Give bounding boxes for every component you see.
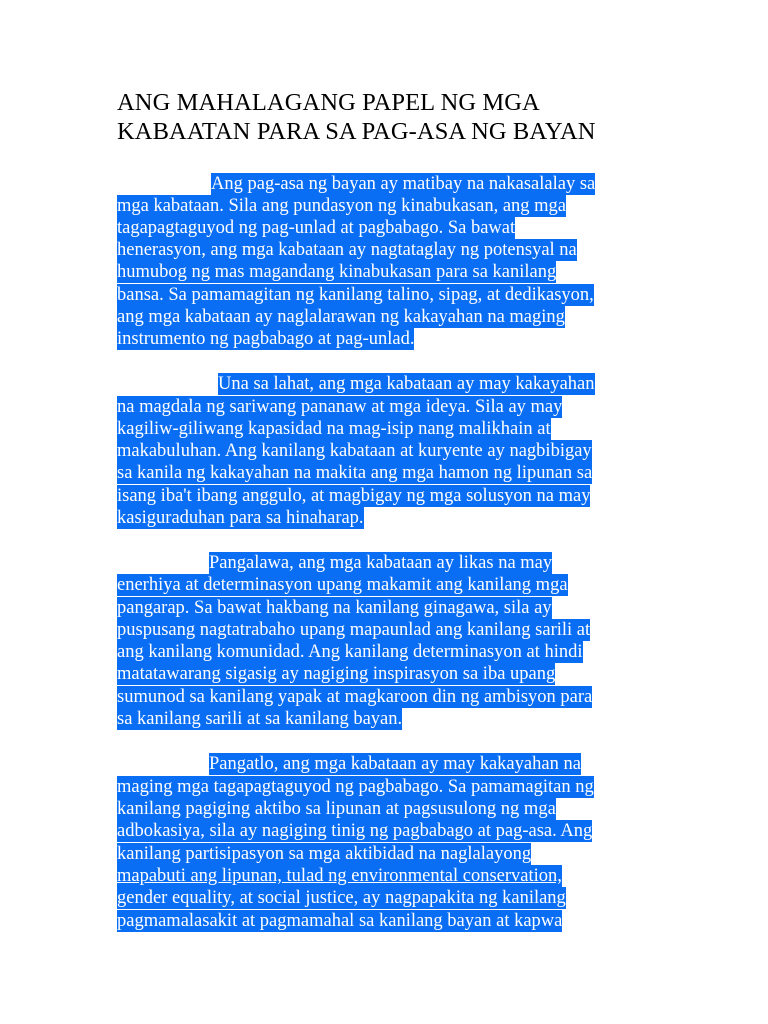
selected-text: kanilang pagiging aktibo sa lipunan at pagsusulong ng mga bbox=[117, 799, 556, 819]
selected-text: gender equality, at social justice, ay nagpapakita ng kanilang bbox=[117, 888, 566, 908]
text-line[interactable] bbox=[218, 373, 595, 395]
selected-text: pangarap. Sa bawat hakbang na kanilang ginagawa, sila ay bbox=[117, 598, 552, 618]
text-line[interactable] bbox=[117, 820, 592, 842]
selected-text: Ang pag-asa ng bayan ay matibay na nakasalalay sa bbox=[211, 174, 596, 194]
selected-text: adbokasiya, sila ay nagiging tinig ng pagbabago at pag-asa. Ang bbox=[117, 821, 593, 841]
text-line[interactable] bbox=[117, 462, 592, 484]
text-line[interactable] bbox=[117, 641, 583, 663]
selected-text: kasiguraduhan para sa hinaharap. bbox=[117, 508, 364, 528]
text-line[interactable] bbox=[209, 552, 552, 574]
text-line[interactable] bbox=[117, 910, 562, 932]
text-line[interactable] bbox=[117, 708, 402, 730]
selected-text: sa kanilang sarili at sa kanilang bayan. bbox=[117, 709, 403, 729]
selected-text: mapabuti ang lipunan, tulad ng environmental conservation, bbox=[117, 866, 562, 886]
selected-text: na magdala ng sariwang pananaw at mga ideya. Sila ay may bbox=[117, 397, 563, 417]
text-line[interactable] bbox=[117, 843, 531, 865]
selected-text: tagapagtaguyod ng pag-unlad at pagbabago. Sa bawat bbox=[117, 218, 516, 238]
text-line[interactable] bbox=[117, 798, 556, 820]
text-line[interactable] bbox=[117, 776, 594, 798]
selected-text: henerasyon, ang mga kabataan ay nagtataglay ng potensyal na bbox=[117, 240, 577, 260]
text-line[interactable] bbox=[117, 328, 414, 350]
selected-text: sumunod sa kanilang yapak at magkaroon din ng ambisyon para bbox=[117, 687, 593, 707]
selected-text: instrumento ng pagbabago at pag-unlad. bbox=[117, 329, 415, 349]
selected-text: kanilang partisipasyon sa mga aktibidad na naglalayong bbox=[117, 844, 532, 864]
selected-text: humubog ng mas magandang kinabukasan para sa kanilang bbox=[117, 262, 557, 282]
selected-text: Pangalawa, ang mga kabataan ay likas na may bbox=[209, 553, 553, 573]
text-line[interactable] bbox=[117, 284, 594, 306]
document-title bbox=[117, 88, 596, 146]
text-line[interactable] bbox=[117, 217, 515, 239]
selected-text: kagiliw-giliwang kapasidad na mag-isip nang malikhain at bbox=[117, 419, 551, 439]
selected-text: ang kanilang komunidad. Ang kanilang determinasyon at hindi bbox=[117, 642, 583, 662]
selected-text: makabuluhan. Ang kanilang kabataan at kuryente ay nagbibigay bbox=[117, 441, 592, 461]
text-line[interactable] bbox=[117, 663, 555, 685]
selected-text: puspusang nagtatrabaho upang mapaunlad ang kanilang sarili at bbox=[117, 620, 591, 640]
text-line[interactable] bbox=[117, 239, 577, 261]
text-line[interactable] bbox=[117, 507, 364, 529]
selected-text: maging mga tagapagtaguyod ng pagbabago. Sa pamamagitan ng bbox=[117, 777, 594, 797]
text-line[interactable] bbox=[117, 396, 562, 418]
selected-text: isang iba't ibang anggulo, at magbigay ng mga solusyon na may bbox=[117, 486, 591, 506]
selected-text: mga kabataan. Sila ang pundasyon ng kinabukasan, ang mga bbox=[117, 196, 567, 216]
text-line[interactable] bbox=[117, 574, 568, 596]
text-line[interactable] bbox=[211, 173, 595, 195]
text-line[interactable] bbox=[117, 597, 552, 619]
text-line[interactable] bbox=[117, 306, 565, 328]
selected-text: ang mga kabataan ay naglalarawan ng kakayahan na maging bbox=[117, 307, 565, 327]
text-line[interactable] bbox=[117, 485, 590, 507]
text-line[interactable] bbox=[117, 619, 590, 641]
selected-text: pagmamalasakit at pagmamahal sa kanilang bayan at kapwa bbox=[117, 911, 563, 931]
selected-text: Pangatlo, ang mga kabataan ay may kakayahan na bbox=[209, 754, 581, 774]
text-line[interactable] bbox=[117, 440, 592, 462]
selected-text: sa kanila ng kakayahan na makita ang mga hamon ng lipunan sa bbox=[117, 463, 593, 483]
text-line[interactable] bbox=[117, 686, 592, 708]
text-line[interactable] bbox=[117, 418, 551, 440]
selected-text: matatawarang sigasig ay nagiging inspirasyon sa iba upang bbox=[117, 664, 556, 684]
selected-text: enerhiya at determinasyon upang makamit ang kanilang mga bbox=[117, 575, 568, 595]
text-line[interactable] bbox=[117, 261, 556, 283]
title-line-1: ANG MAHALAGANG PAPEL NG MGA bbox=[117, 89, 540, 116]
text-line[interactable] bbox=[117, 195, 566, 217]
selected-text: Una sa lahat, ang mga kabataan ay may kakayahan bbox=[218, 374, 595, 394]
text-line[interactable] bbox=[117, 865, 562, 887]
text-line[interactable] bbox=[209, 753, 581, 775]
title-line-2: KABAATAN PARA SA PAG-ASA NG BAYAN bbox=[117, 118, 596, 145]
selected-text: bansa. Sa pamamagitan ng kanilang talino, sipag, at dedikasyon, bbox=[117, 285, 594, 305]
text-line[interactable] bbox=[117, 887, 566, 909]
